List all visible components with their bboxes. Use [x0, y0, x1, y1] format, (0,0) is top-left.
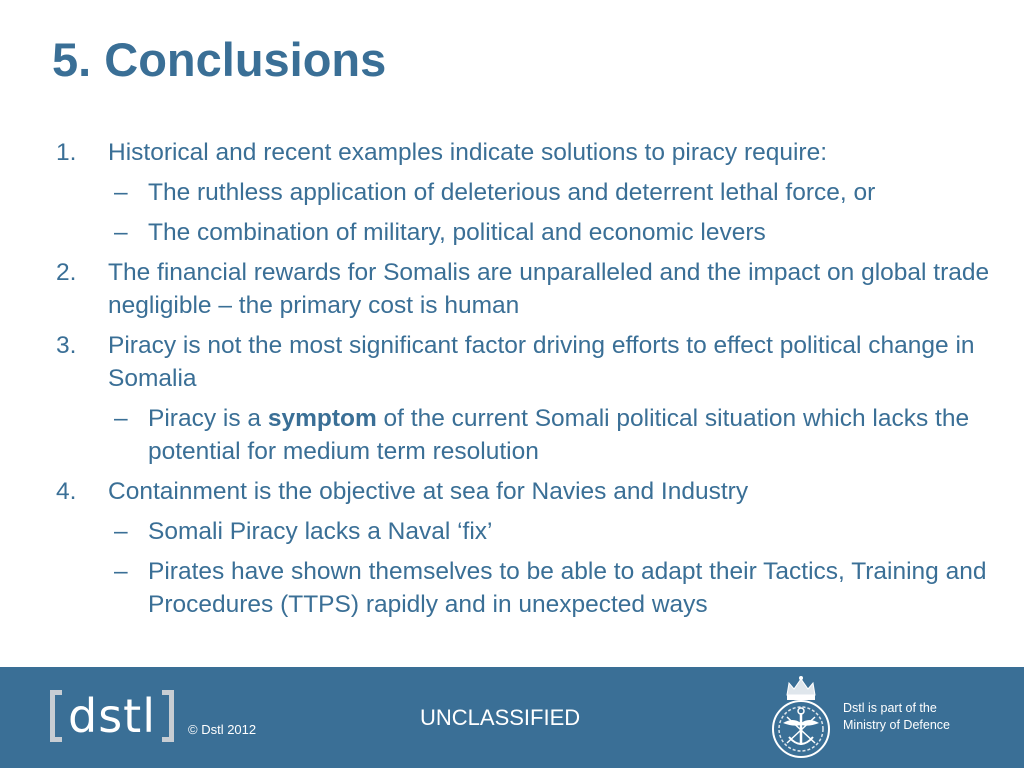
logo-text: dstl [68, 689, 156, 743]
classification-label: UNCLASSIFIED [420, 705, 581, 730]
sub-list-item [56, 216, 1006, 249]
mod-crest-icon [767, 673, 835, 763]
sub-list-text-before: Piracy is a [148, 405, 268, 432]
list-number: 3. [56, 332, 77, 359]
mod-statement [843, 700, 950, 734]
list-item [56, 136, 1006, 169]
list-text: Piracy is not the most significant factor driving efforts to effect political change in Somalia [108, 332, 975, 392]
footer-bar [0, 667, 1024, 768]
logo-right-bracket [162, 690, 174, 742]
logo-left-bracket [50, 690, 62, 742]
sub-list-item [56, 176, 1006, 209]
sub-list-item [56, 555, 1006, 621]
sub-list-text: Pirates have shown themselves to be able to adapt their Tactics, Training and Procedures (TTPS) rapidly and in unexpected ways [148, 558, 987, 618]
list-item [56, 475, 1006, 508]
sub-list-text: Somali Piracy lacks a Naval ‘fix’ [148, 518, 493, 545]
sub-list-text-after: of the current Somali political situation which lacks the potential for medium term resolution [148, 405, 970, 465]
mod-line-1: Dstl is part of the [843, 701, 937, 715]
conclusions-list [56, 136, 1006, 628]
list-number: 1. [56, 139, 77, 166]
emphasis-symptom: symptom [267, 405, 377, 432]
dash-bullet: – [114, 558, 128, 585]
list-item [56, 329, 1006, 395]
dash-bullet: – [114, 405, 128, 432]
list-text: The financial rewards for Somalis are unparalleled and the impact on global trade negligible – the primary cost is human [108, 259, 990, 319]
list-number: 4. [56, 478, 77, 505]
sub-list-text: The combination of military, political and economic levers [148, 219, 766, 246]
dash-bullet: – [114, 219, 128, 246]
sub-list-item [56, 402, 1006, 468]
dash-bullet: – [114, 179, 128, 206]
list-text: Historical and recent examples indicate solutions to piracy require: [108, 139, 828, 166]
dstl-logo [50, 687, 174, 745]
list-item [56, 256, 1006, 322]
list-text: Containment is the objective at sea for Navies and Industry [108, 478, 749, 505]
sub-list-text: The ruthless application of deleterious and deterrent lethal force, or [148, 179, 876, 206]
copyright-text: © Dstl 2012 [188, 722, 257, 737]
slide-title: 5. Conclusions [52, 33, 387, 86]
dash-bullet: – [114, 518, 128, 545]
mod-line-2: Ministry of Defence [843, 718, 950, 732]
sub-list-item [56, 515, 1006, 548]
list-number: 2. [56, 259, 77, 286]
